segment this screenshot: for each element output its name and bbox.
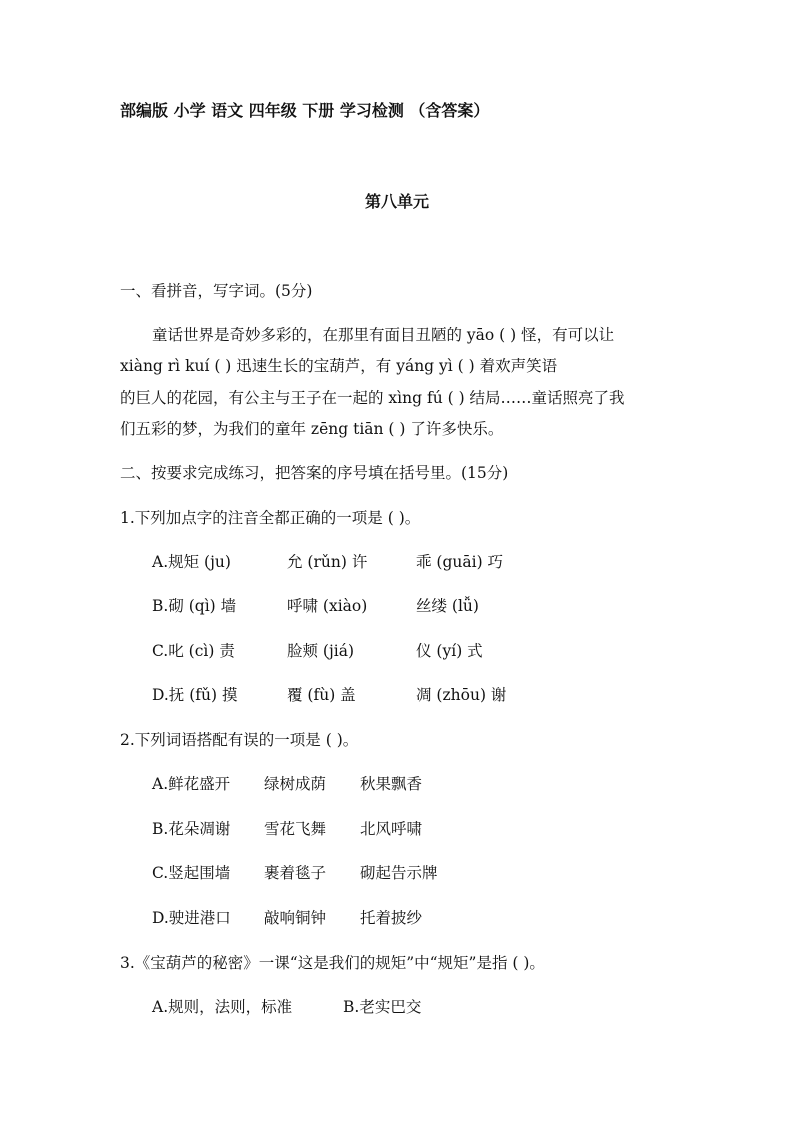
- document-title: 部编版 小学 语文 四年级 下册 学习检测 （含答案）: [120, 101, 490, 120]
- q2-option-d-2: 敲响铜钟: [264, 909, 327, 927]
- section1-line-3: 的巨人的花园，有公主与王子在一起的 xìng fú ( ) 结局……童话照亮了我: [120, 389, 625, 407]
- q1-option-d-1: D.抚 (fǔ) 摸: [152, 686, 238, 704]
- q2-option-a-1: A.鲜花盛开: [152, 775, 231, 793]
- section1-line-1: 童话世界是奇妙多彩的，在那里有面目丑陋的 yāo ( ) 怪，有可以让: [152, 326, 615, 344]
- q1-option-b-2: 呼啸 (xiào): [287, 597, 368, 615]
- q1-option-d-2: 覆 (fù) 盖: [287, 686, 356, 704]
- q3-option-b: B.老实巴交: [343, 998, 422, 1016]
- q1-stem: 1.下列加点字的注音全都正确的一项是 ( )。: [120, 509, 421, 527]
- q2-option-d-1: D.驶进港口: [152, 909, 231, 927]
- q1-option-b-3: 丝缕 (lǚ): [416, 597, 479, 615]
- q3-option-a: A.规则，法则，标准: [152, 998, 293, 1016]
- q1-option-c-2: 脸颊 (jiá): [287, 642, 355, 660]
- q2-option-b-3: 北风呼啸: [360, 820, 423, 838]
- q2-option-b-1: B.花朵凋谢: [152, 820, 231, 838]
- q1-option-d-3: 凋 (zhōu) 谢: [416, 686, 507, 704]
- section1-line-2: xiàng rì kuí ( ) 迅速生长的宝葫芦，有 yáng yì ( ) 着欢声笑语: [120, 357, 558, 375]
- q2-option-c-2: 裹着毯子: [264, 864, 327, 882]
- q1-option-c-3: 仪 (yí) 式: [416, 642, 483, 660]
- q2-stem: 2.下列词语搭配有误的一项是 ( )。: [120, 731, 359, 749]
- q1-option-a-3: 乖 (guāi) 巧: [416, 553, 504, 571]
- q2-option-a-2: 绿树成荫: [264, 775, 327, 793]
- unit-title: 第八单元: [364, 192, 429, 211]
- section1-heading: 一、看拼音，写字词。(5分): [120, 282, 313, 300]
- q2-option-d-3: 托着披纱: [360, 909, 423, 927]
- q3-stem: 3.《宝葫芦的秘密》一课“这是我们的规矩”中“规矩”是指 ( )。: [120, 954, 545, 972]
- q1-option-a-2: 允 (rǔn) 许: [287, 553, 368, 571]
- q2-option-a-3: 秋果飘香: [360, 775, 423, 793]
- q2-option-b-2: 雪花飞舞: [264, 820, 327, 838]
- q1-option-c-1: C.叱 (cì) 责: [152, 642, 235, 660]
- q2-option-c-1: C.竖起围墙: [152, 864, 231, 882]
- q1-option-b-1: B.砌 (qì) 墙: [152, 597, 237, 615]
- section2-heading: 二、按要求完成练习，把答案的序号填在括号里。(15分): [120, 464, 509, 482]
- q1-option-a-1: A.规矩 (ju): [152, 553, 231, 571]
- section1-line-4: 们五彩的梦，为我们的童年 zēng tiān ( ) 了许多快乐。: [120, 420, 504, 438]
- q2-option-c-3: 砌起告示牌: [360, 864, 438, 882]
